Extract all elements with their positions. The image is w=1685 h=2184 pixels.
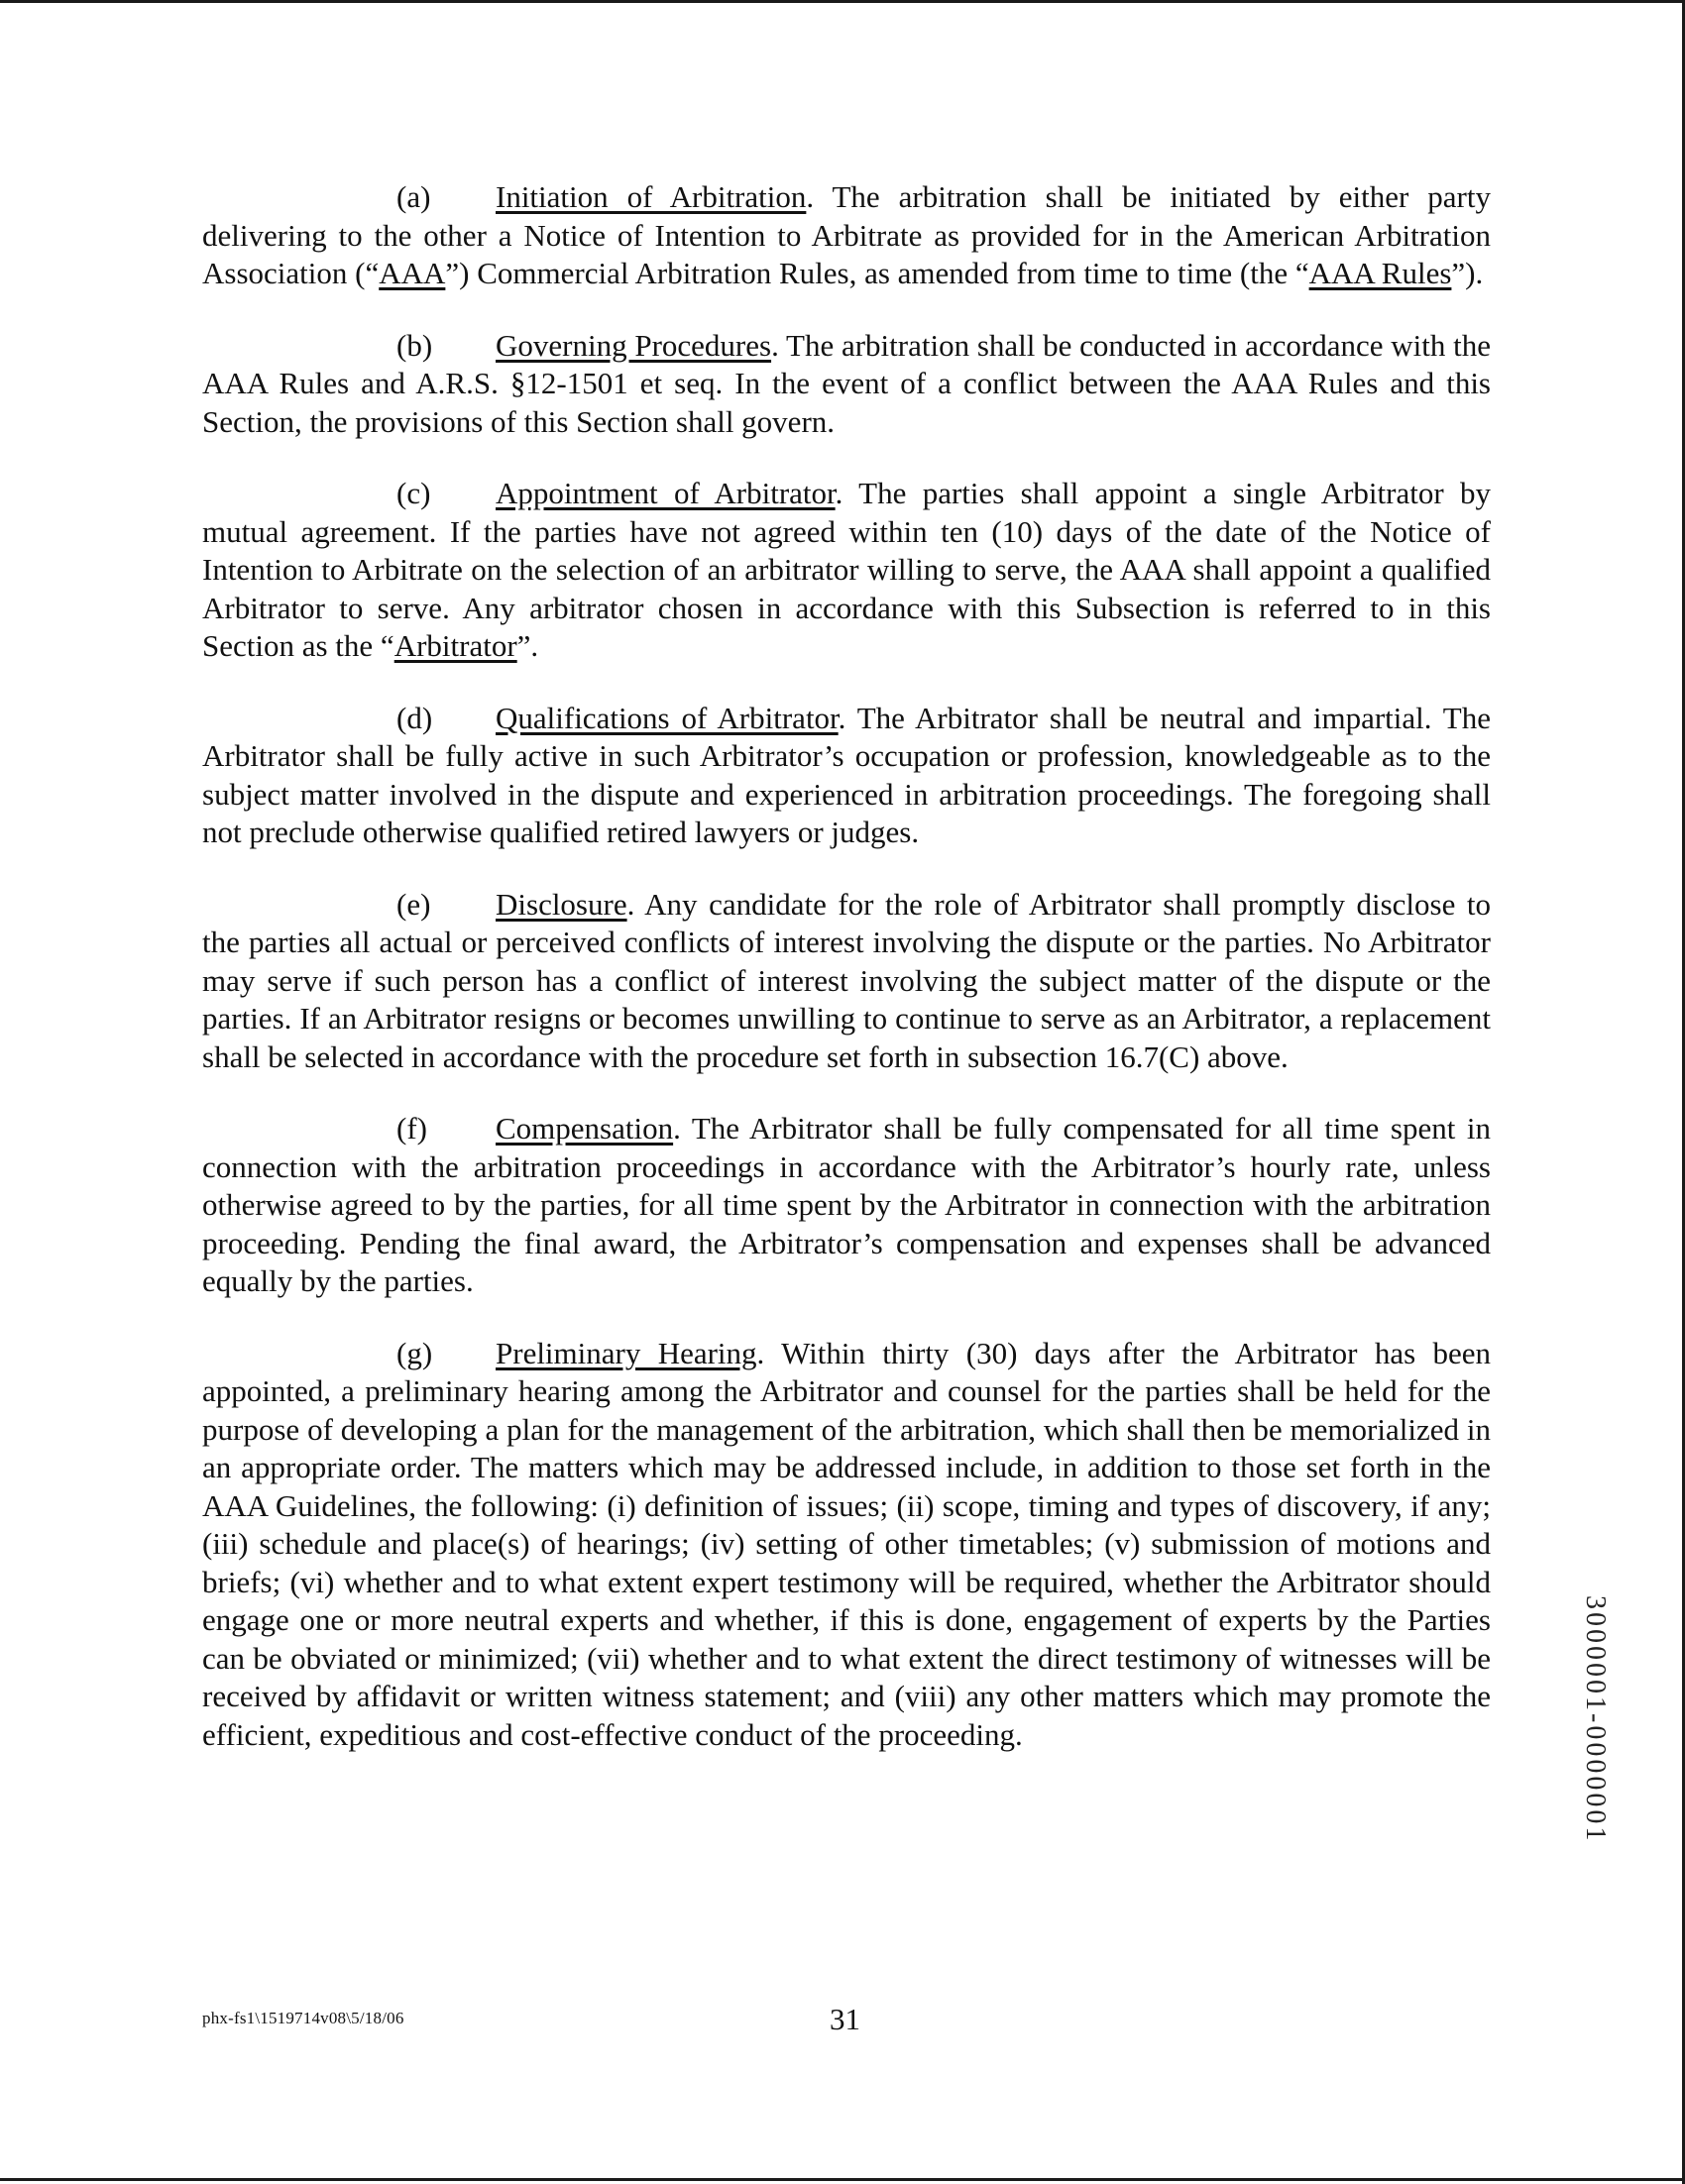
paragraph-b	[202, 327, 1491, 442]
paragraph-text: . Any candidate for the role of Arbitrator shall promptly disclose to the parties all actual or perceived conflicts of interest involving the dispute or the parties. No Arbitrator may serve if such person has a conflict of interest involving the subject matter of the dispute or the parties. If an Arbitrator resigns or becomes unwilling to continue to serve as an Arbitrator, a replacement shall be selected in accordance with the procedure set forth in subsection 16.7(C) above.	[202, 886, 1491, 1074]
paragraph-number: (a)	[396, 179, 431, 214]
paragraph-number: (g)	[396, 1335, 433, 1370]
paragraph-g	[202, 1335, 1491, 1755]
defined-term: AAA	[379, 256, 446, 290]
paragraph-c	[202, 475, 1491, 666]
paragraph-number: (b)	[396, 327, 433, 363]
paragraph-heading: Preliminary Hearing	[496, 1335, 757, 1370]
page-top-edge	[0, 0, 1685, 3]
paragraph-e	[202, 886, 1491, 1077]
paragraph-text: . The parties shall appoint a single Arbitrator by mutual agreement. If the parties have not agreed within ten (10) days of the date of the Notice of Intention to Arbitrate on the selection of an arbitrator willing to serve, the AAA shall appoint a qualified Arbitrator to serve. Any arbitrator chosen in accordance with this Subsection is referred to in this Section as the “	[202, 476, 1491, 663]
document-body	[202, 178, 1491, 1788]
bates-number: 3000001-0000001	[1580, 1595, 1611, 1844]
paragraph-f	[202, 1110, 1491, 1301]
paragraph-number: (e)	[396, 886, 431, 922]
page-bottom-edge	[0, 2178, 1685, 2181]
paragraph-number: (d)	[396, 700, 433, 735]
paragraph-number: (c)	[396, 476, 431, 510]
paragraph-heading: Qualifications of Arbitrator	[496, 700, 839, 735]
paragraph-text: ”) Commercial Arbitration Rules, as amended from time to time (the “	[445, 256, 1309, 290]
footer-document-reference: phx-fs1\1519714v08\5/18/06	[202, 2009, 404, 2027]
paragraph-text: . The arbitration shall be conducted in accordance with the AAA Rules and A.R.S. §12-1501 et seq. In the event of a conflict between the AAA Rules and this Section, the provisions of this Section shall govern.	[202, 327, 1491, 439]
paragraph-number: (f)	[396, 1111, 427, 1146]
paragraph-text: . Within thirty (30) days after the Arbitrator has been appointed, a preliminary hearing among the Arbitrator and counsel for the parties shall be held for the purpose of developing a plan for the management of the arbitration, which shall then be memorialized in an appropriate order. The matters which may be addressed include, in addition to those set forth in the AAA Guidelines, the following: (i) definition of issues; (ii) scope, timing and types of discovery, if any; (iii) schedule and place(s) of hearings; (iv) setting of other timetables; (v) submission of motions and briefs; (vi) whether and to what extent expert testimony will be required, whether the Arbitrator should engage one or more neutral experts and whether, if this is done, engagement of experts by the Parties can be obviated or minimized; (vii) whether and to what extent the direct testimony of witnesses will be received by affidavit or written witness statement; and (viii) any other matters which may promote the efficient, expeditious and cost-effective conduct of the proceeding.	[202, 1335, 1491, 1752]
paragraph-text: . The arbitration shall be initiated by either party delivering to the other a Notice of Intention to Arbitrate as provided for in the American Arbitration Association (“	[202, 179, 1491, 290]
paragraph-heading: Compensation	[496, 1111, 674, 1146]
defined-term: Arbitrator	[393, 628, 517, 663]
paragraph-a	[202, 178, 1491, 293]
paragraph-heading: Governing Procedures	[496, 327, 772, 363]
paragraph-text: . The Arbitrator shall be neutral and impartial. The Arbitrator shall be fully active in such Arbitrator’s occupation or profession, knowledgeable as to the subject matter involved in the dispute and experienced in arbitration proceedings. The foregoing shall not preclude otherwise qualified retired lawyers or judges.	[202, 700, 1491, 849]
defined-term: AAA Rules	[1308, 256, 1452, 290]
paragraph-text: . The Arbitrator shall be fully compensated for all time spent in connection with the arbitration proceedings in accordance with the Arbitrator’s hourly rate, unless otherwise agreed to by the parties, for all time spent by the Arbitrator in connection with the arbitration proceeding. Pending the final award, the Arbitrator’s compensation and expenses shall be advanced equally by the parties.	[202, 1111, 1491, 1298]
paragraph-heading: Initiation of Arbitration	[496, 179, 807, 214]
paragraph-text: ”.	[516, 628, 539, 663]
paragraph-heading: Disclosure	[496, 886, 627, 922]
page-number: 31	[830, 2002, 860, 2036]
paragraph-text: ”).	[1451, 256, 1484, 290]
paragraph-d	[202, 700, 1491, 852]
paragraph-heading: Appointment of Arbitrator	[496, 476, 836, 510]
